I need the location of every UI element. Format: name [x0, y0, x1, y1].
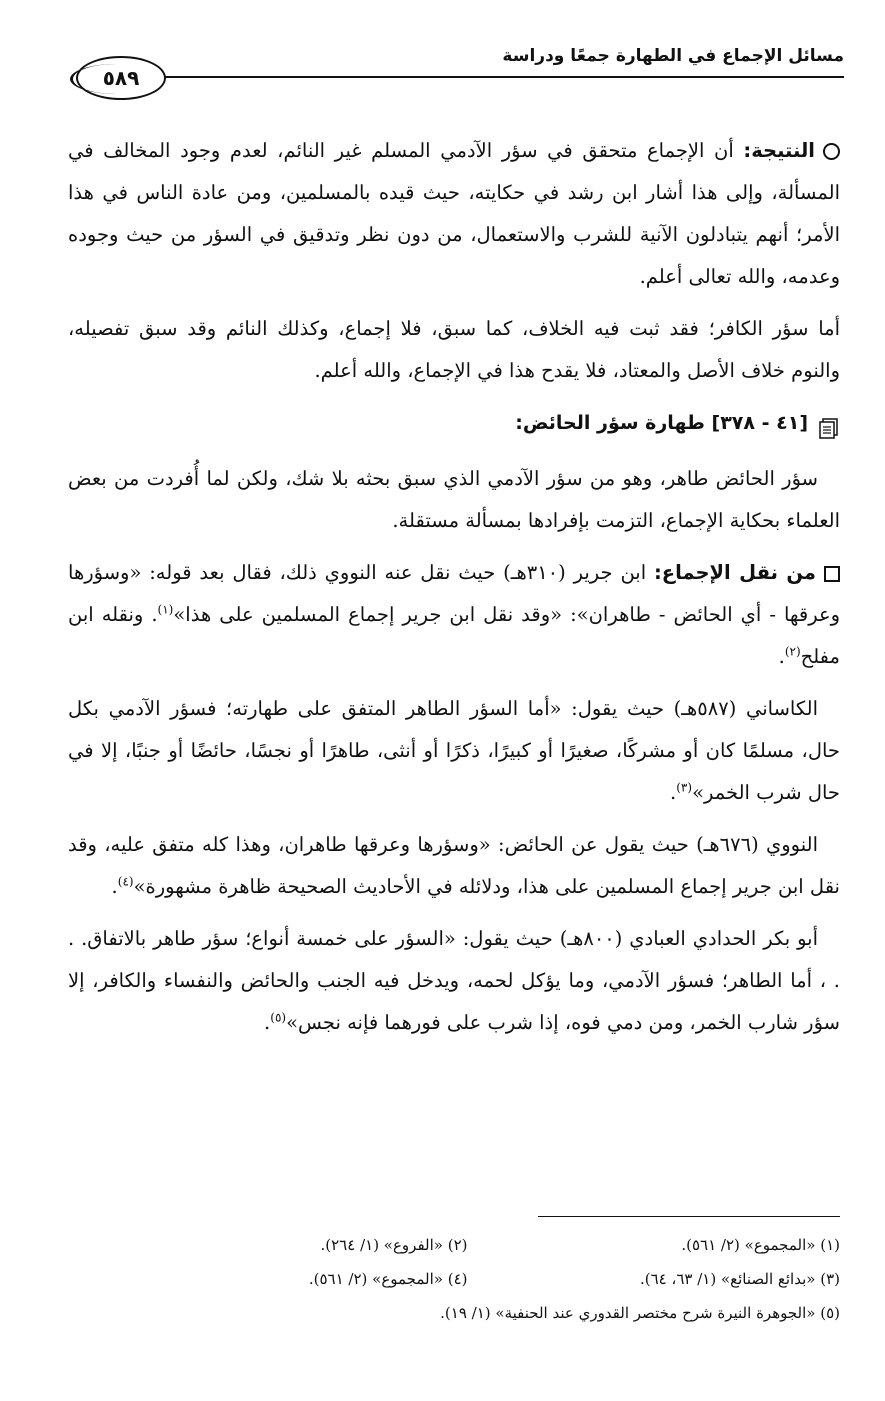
section-heading — [68, 402, 840, 444]
document-icon — [818, 412, 840, 434]
nawawi-text: النووي (٦٧٦هـ) حيث يقول عن الحائض: «وسؤرها وعرقها طاهران، وهذا كله متفق عليه، وقد نقل ابن جرير إجماع المسلمين على هذا، ودلائله في الأحاديث الصحيحة ظاهرة مشهورة» — [68, 833, 840, 898]
running-title: مسائل الإجماع في الطهارة جمعًا ودراسة — [502, 46, 844, 66]
footnote-rule — [538, 1216, 840, 1217]
nawawi-paragraph — [68, 824, 840, 908]
transmitters-text-b: . ونقله ابن مفلح — [68, 603, 840, 668]
footnote-ref: (٤) — [117, 874, 134, 889]
transmitters-text-c: . — [778, 645, 785, 668]
period: . — [264, 1011, 271, 1034]
period: . — [111, 875, 118, 898]
page-number: ٥٨٩ — [102, 66, 140, 90]
kasani-paragraph — [68, 688, 840, 814]
transmitters-paragraph — [68, 552, 840, 678]
kafir-paragraph: أما سؤر الكافر؛ فقد ثبت فيه الخلاف، كما سبق، فلا إجماع، وكذلك النائم وقد سبق تفصيله، والنوم خلاف الأصل والمعتاد، فلا يقدح هذا في الإجماع، والله أعلم. — [68, 317, 840, 382]
result-paragraph — [68, 130, 840, 298]
result-text: أن الإجماع متحقق في سؤر الآدمي المسلم غير النائم، لعدم وجود المخالف في المسألة، وإلى هذا أشار ابن رشد في حكايته، حيث قيده بالمسلمين، ومن عادة الناس في هذا الأمر؛ أنهم يتبادلون الآنية للشرب والاستعمال، من دون نظر وتدقيق في السؤر من حيث وجوده وعدمه، والله تعالى أعلم. — [68, 139, 840, 288]
main-text — [68, 130, 840, 1054]
intro-paragraph: سؤر الحائض طاهر، وهو من سؤر الآدمي الذي سبق بحثه بلا شك، ولكن لما أُفردت من بعض العلماء بحكاية الإجماع، التزمت بإفرادها بمسألة مستقلة. — [68, 467, 840, 532]
haddadi-text: أبو بكر الحدادي العبادي (٨٠٠هـ) حيث يقول: «السؤر على خمسة أنواع؛ سؤر طاهر بالاتفاق. . . ، أما الطاهر؛ فسؤر الآدمي، وما يؤكل لحمه، ويدخل فيه الجنب والحائض والنفساء والكافر، إلا سؤر شارب الخمر، ومن دمي فوه، إذا شرب على فورهما فإنه نجس» — [68, 927, 840, 1034]
period: . — [670, 781, 677, 804]
result-label: النتيجة: — [743, 139, 815, 162]
header-rule — [122, 76, 844, 78]
transmitters-label: من نقل الإجماع: — [653, 561, 816, 584]
footnote-2: (٢) «الفروع» (١/ ٢٦٤). — [320, 1236, 468, 1254]
footnote-4: (٤) «المجموع» (٢/ ٥٦١). — [308, 1270, 468, 1288]
footnote-row — [95, 1262, 840, 1296]
footnotes — [95, 1228, 840, 1330]
footnote-row — [95, 1228, 840, 1262]
kasani-text: الكاساني (٥٨٧هـ) حيث يقول: «أما السؤر الطاهر المتفق على طهارته؛ فسؤر الآدمي بكل حال، مسلمًا كان أو مشركًا، صغيرًا أو كبيرًا، ذكرًا أو أنثى، طاهرًا أو نجسًا، حائضًا أو جنبًا، إلا في حال شرب الخمر» — [68, 697, 840, 804]
transmitters-text-a: ابن جرير (٣١٠هـ) حيث نقل عنه النووي ذلك، فقال بعد قوله: «وسؤرها وعرقها - أي الحائض - طاهران»: «وقد نقل ابن جرير إجماع المسلمين على هذا» — [68, 561, 841, 626]
footnote-ref: (١) — [157, 602, 174, 617]
footnote-5: (٥) «الجوهرة النيرة شرح مختصر القدوري عند الحنفية» (١/ ١٩). — [440, 1304, 840, 1322]
footnote-ref: (٣) — [676, 780, 693, 795]
section-heading-text: [٤١ - ٣٧٨] طهارة سؤر الحائض: — [515, 412, 808, 434]
page-header — [62, 36, 844, 96]
page-number-badge — [76, 56, 166, 100]
footnote-ref: (٢) — [784, 644, 801, 659]
haddadi-paragraph — [68, 918, 840, 1044]
circle-bullet-icon — [823, 143, 840, 160]
footnote-1: (١) «المجموع» (٢/ ٥٦١). — [681, 1236, 840, 1254]
footnote-ref: (٥) — [270, 1010, 287, 1025]
footnote-3: (٣) «بدائع الصنائع» (١/ ٦٣، ٦٤). — [639, 1270, 840, 1288]
square-bullet-icon — [824, 566, 840, 582]
